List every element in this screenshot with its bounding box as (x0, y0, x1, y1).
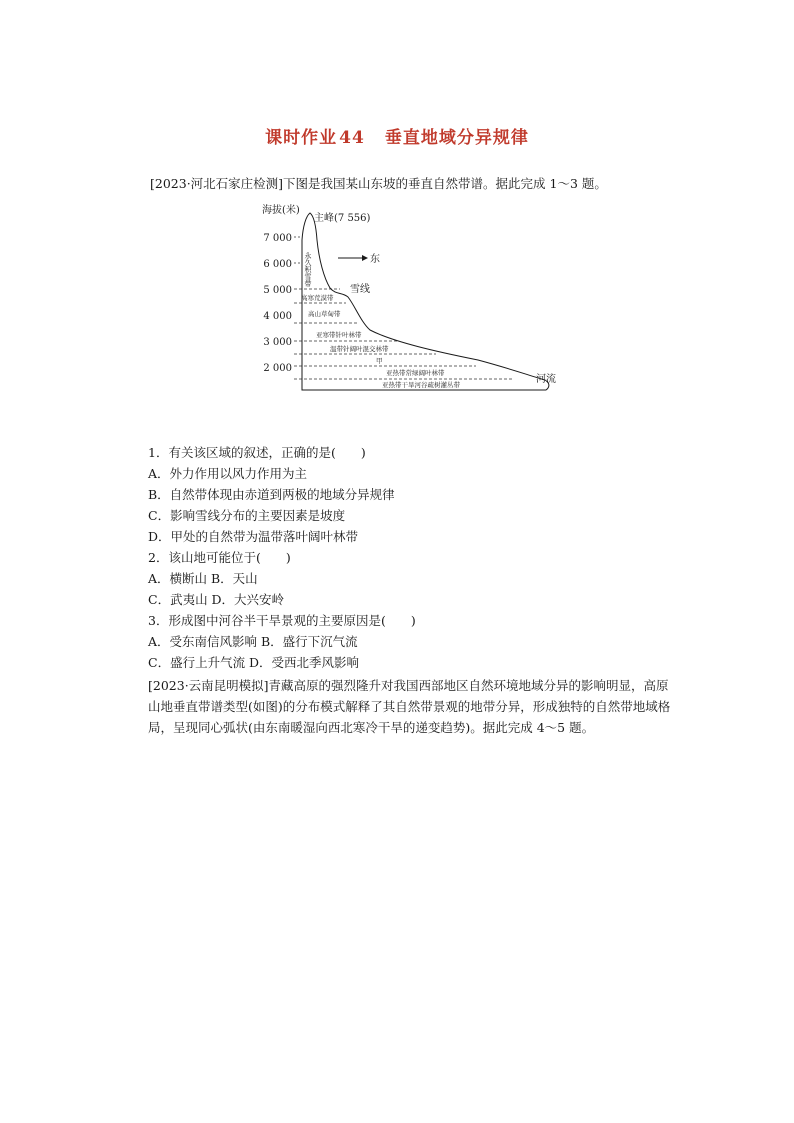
q3-options-ab: A．受东南信风影响 B．盛行下沉气流 (148, 634, 358, 649)
tick-7000: 7 000 (263, 233, 292, 244)
title-number: 44 (339, 128, 365, 148)
question-1: 1．有关该区域的叙述，正确的是( ) (148, 445, 366, 460)
page-title (0, 123, 794, 148)
intro-question-set-2: [2023·云南昆明模拟]青藏高原的强烈隆升对我国西部地区自然环境地域分异的影响明显，高原山地垂直带谱类型(如图)的分布模式解释了其自然带景观的地带分异，形成独特的自然带地域格局，呈现同心弧状(由东南暖湿向西北寒冷干旱的递变趋势)。据此完成 4～5 题。 (148, 678, 671, 735)
y-axis-label: 海拔(米) (262, 205, 300, 216)
q2-options-ab: A．横断山 B．天山 (148, 571, 258, 586)
zone-temperate-mixed: 温带针阔叶混交林带 (330, 345, 389, 353)
zone-alpine-desert: 高寒荒漠带 (301, 294, 334, 302)
mountain-profile (302, 213, 549, 390)
zone-jia: 甲 (376, 357, 383, 365)
zone-dry-valley-shrub: 亚热带干旱河谷疏树灌丛带 (382, 381, 460, 389)
q1-option-a: A．外力作用以风力作用为主 (148, 466, 308, 481)
title-prefix: 课时作业 (265, 128, 338, 148)
question-2: 2．该山地可能位于( ) (148, 550, 291, 565)
snowline-label: 雪线 (350, 284, 370, 295)
intro-question-set-1: [2023·河北石家庄检测]下图是我国某山东坡的垂直自然带谱。据此完成 1～3 题。 (150, 176, 607, 191)
tick-2000: 2 000 (263, 363, 292, 374)
q2-options-cd: C．武夷山 D．大兴安岭 (148, 592, 285, 607)
tick-6000: 6 000 (263, 259, 292, 270)
east-direction-label: 东 (370, 254, 380, 265)
zone-permanent-snow: 永久积雪带 (304, 252, 312, 287)
q3-options-cd: C．盛行上升气流 D．受西北季风影响 (148, 655, 360, 670)
vertical-zonation-diagram (258, 200, 558, 404)
q1-option-d: D．甲处的自然带为温带落叶阔叶林带 (148, 529, 359, 544)
question-3: 3．形成图中河谷半干旱景观的主要原因是( ) (148, 613, 416, 628)
peak-label: 主峰(7 556) (314, 213, 371, 224)
zone-alpine-meadow: 高山草甸带 (308, 310, 341, 318)
zone-subfrigid-conifer: 亚寒带针叶林带 (316, 331, 362, 339)
zone-subtropical-evergreen: 亚热带常绿阔叶林带 (386, 369, 445, 377)
tick-3000: 3 000 (263, 337, 292, 348)
q1-option-c: C．影响雪线分布的主要因素是坡度 (148, 508, 346, 523)
river-label: 河流 (536, 374, 556, 385)
title-main: 垂直地域分异规律 (384, 128, 529, 148)
tick-4000: 4 000 (263, 311, 292, 322)
q1-option-b: B．自然带体现由赤道到两极的地域分异规律 (148, 487, 395, 502)
tick-5000: 5 000 (263, 285, 292, 296)
